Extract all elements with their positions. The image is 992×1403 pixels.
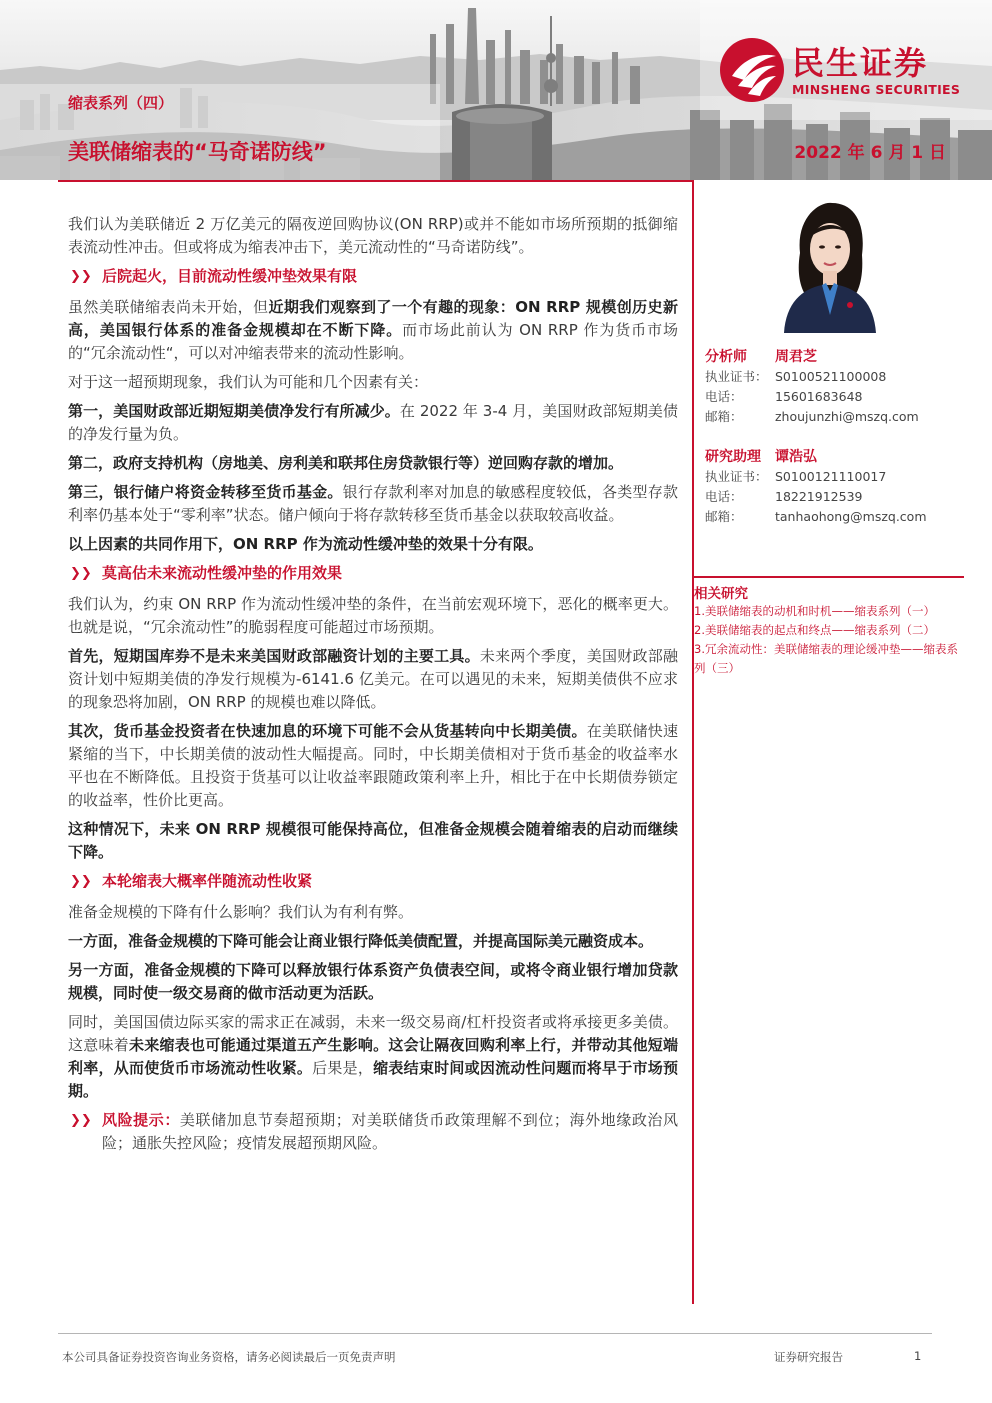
analyst-portrait-image <box>770 193 888 333</box>
bold-run: 未来缩表也可能通过渠道五产生影响。这会让隔夜回购利率上行，并带动其他短端利率，从而使货币市场流动性收紧。 <box>68 1036 678 1077</box>
cert-row <box>705 467 886 485</box>
risk-text: 美联储加息节奏超预期；对美联储货币政策理解不到位；海外地缘政治风险；通胀失控风险；疫情发展超预期风险。 <box>102 1111 678 1152</box>
paragraph: 准备金规模的下降有什么影响？我们认为有利有弊。 <box>68 903 414 921</box>
analyst-name: 周君芝 <box>775 349 817 365</box>
main-body <box>68 213 678 1155</box>
double-chevron-icon: ❯❯ <box>70 1113 92 1128</box>
section-heading-text: 莫高估未来流动性缓冲垫的作用效果 <box>102 564 343 582</box>
text-run: 同时，美国国债边际买家的需求正在减弱，未来一级交易商/杠杆投资者或将承接更多美债。这意味着 <box>68 1013 678 1054</box>
risk-warning <box>68 1109 678 1155</box>
footer-rule <box>58 1333 932 1334</box>
text-run: 银行存款利率对加息的敏感程度较低，各类型存款利率仍基本处于“零利率”状态。储户倾向于将存款转移至货币基金以获取较高收益。 <box>68 483 678 524</box>
paragraph: 对于这一超预期现象，我们认为可能和几个因素有关： <box>68 373 429 391</box>
cert-value: S0100521100008 <box>775 369 887 384</box>
paragraph <box>68 645 678 714</box>
bold-run: 缩表结束时间或因流动性问题而将早于市场预期。 <box>68 1059 678 1100</box>
cert-value: S0100121110017 <box>775 469 887 484</box>
bold-run: 第三，银行储户将资金转移至货币基金。 <box>68 483 343 501</box>
text-run: 而市场此前认为 ON RRP 作为货币市场的“冗余流动性“，可以对冲缩表带来的流动性影响。 <box>68 321 678 362</box>
minsheng-logo-icon <box>718 36 786 104</box>
related-rule <box>694 576 964 578</box>
related-item[interactable]: 2.美联储缩表的起点和终点——缩表系列（二） <box>694 623 935 637</box>
report-type: 证券研究报告 <box>774 1350 843 1364</box>
phone-row <box>705 487 862 505</box>
paragraph <box>68 400 678 446</box>
paragraph: 我们认为，约束 ON RRP 作为流动性缓冲垫的条件，在当前宏观环境下，恶化的概率更大。也就是说，“冗余流动性”的脆弱程度可能超过市场预期。 <box>68 595 678 636</box>
phone-value: 18221912539 <box>775 489 863 504</box>
section-heading-3 <box>68 870 678 893</box>
risk-label: 风险提示： <box>102 1111 180 1129</box>
text-run: 后果是， <box>312 1059 374 1077</box>
email-link[interactable]: zhoujunzhi@mszq.com <box>775 409 919 424</box>
analyst-role: 研究助理 <box>705 449 761 465</box>
section-heading-1 <box>68 265 678 288</box>
text-run: 在美联储快速紧缩的当下，中长期美债的波动性大幅提高。同时，中长期美债相对于货币基金的收益率水平也在不断降低。且投资于货基可以让收益率跟随政策利率上升，相比于在中长期债券锁定的收益率，性价比更高。 <box>68 722 678 809</box>
email-row <box>705 407 919 425</box>
analyst-role: 分析师 <box>705 349 747 365</box>
phone-value: 15601683648 <box>775 389 863 404</box>
column-divider <box>692 180 694 1304</box>
paragraph <box>68 720 678 812</box>
cert-row <box>705 367 886 385</box>
bold-run: 另一方面，准备金规模的下降可以释放银行体系资产负债表空间，或将令商业银行增加贷款规模，同时使一级交易商的做市活动更为活跃。 <box>68 961 678 1002</box>
paragraph <box>68 1011 678 1103</box>
section-heading-text: 后院起火，目前流动性缓冲垫效果有限 <box>102 267 358 285</box>
bold-run: 近期我们观察到了一个有趣的现象：ON RRP 规模创历史新高，美国银行体系的准备金规模却在不断下降。 <box>68 298 678 339</box>
paragraph <box>68 533 678 556</box>
bold-run: 第一，美国财政部近期短期美债净发行有所减少。 <box>68 402 400 420</box>
series-label: 缩表系列（四） <box>68 94 174 112</box>
email-label: 邮箱： <box>705 509 743 524</box>
related-research-title: 相关研究 <box>694 586 748 602</box>
cert-label: 执业证书： <box>705 369 768 384</box>
related-item[interactable]: 1.美联储缩表的动机和时机——缩表系列（一） <box>694 604 935 618</box>
phone-label: 电话： <box>705 489 743 504</box>
text-run: 在 2022 年 3-4 月，美国财政部短期美债的净发行量为负。 <box>68 402 678 443</box>
logo-text-cn: 民生证券 <box>792 44 929 82</box>
bold-run: 第二，政府支持机构（房地美、房利美和联邦住房贷款银行等）逆回购存款的增加。 <box>68 454 624 472</box>
paragraph <box>68 481 678 527</box>
bold-run: 以上因素的共同作用下，ON RRP 作为流动性缓冲垫的效果十分有限。 <box>68 535 543 553</box>
intro-paragraph: 我们认为美联储近 2 万亿美元的隔夜逆回购协议(ON RRP)或并不能如市场所预期的抵御缩表流动性冲击。但或将成为缩表冲击下，美元流动性的“马奇诺防线”。 <box>68 215 678 256</box>
related-item[interactable]: 3.冗余流动性：美联储缩表的理论缓冲垫——缩表系列（三） <box>694 642 958 675</box>
section-heading-text: 本轮缩表大概率伴随流动性收紧 <box>102 872 313 890</box>
text-run: 虽然美联储缩表尚未开始，但 <box>68 298 269 316</box>
risk-text-block <box>102 1109 678 1155</box>
analyst-photo <box>770 193 888 333</box>
document-title: 美联储缩表的“马奇诺防线” <box>68 140 327 164</box>
paragraph <box>68 818 678 864</box>
phone-label: 电话： <box>705 389 743 404</box>
logo-text-en: MINSHENG SECURITIES <box>792 82 961 97</box>
cert-label: 执业证书： <box>705 469 768 484</box>
double-chevron-icon: ❯❯ <box>70 269 92 284</box>
paragraph <box>68 452 678 475</box>
company-logo <box>718 36 968 106</box>
bold-run: 首先，短期国库券不是未来美国财政部融资计划的主要工具。 <box>68 647 480 665</box>
email-row <box>705 507 927 525</box>
report-date: 2022 年 6 月 1 日 <box>794 143 946 163</box>
double-chevron-icon: ❯❯ <box>70 566 92 581</box>
disclaimer-note: 本公司具备证券投资咨询业务资格，请务必阅读最后一页免责声明 <box>62 1350 396 1364</box>
bold-run: 其次，货币基金投资者在快速加息的环境下可能不会从货基转向中长期美债。 <box>68 722 587 740</box>
section-heading-2 <box>68 562 678 585</box>
paragraph <box>68 296 678 365</box>
page-number: 1 <box>914 1349 922 1363</box>
phone-row <box>705 387 862 405</box>
email-link[interactable]: tanhaohong@mszq.com <box>775 509 927 524</box>
analyst-name: 谭浩弘 <box>775 449 817 465</box>
bold-run: 一方面，准备金规模的下降可能会让商业银行降低美债配置，并提高国际美元融资成本。 <box>68 932 654 950</box>
email-label: 邮箱： <box>705 409 743 424</box>
bold-run: 这种情况下，未来 ON RRP 规模很可能保持高位，但准备金规模会随着缩表的启动而继续下降。 <box>68 820 678 861</box>
double-chevron-icon: ❯❯ <box>70 874 92 889</box>
paragraph <box>68 959 678 1005</box>
related-research-list <box>694 602 962 678</box>
text-run: 未来两个季度，美国财政部融资计划中短期美债的净发行规模为-6141.6 亿美元。在可以遇见的未来，短期美债供不应求的现象恐将加剧，ON RRP 的规模也难以降低。 <box>68 647 678 711</box>
header-rule <box>58 180 694 182</box>
paragraph <box>68 930 678 953</box>
header-banner <box>0 0 992 180</box>
